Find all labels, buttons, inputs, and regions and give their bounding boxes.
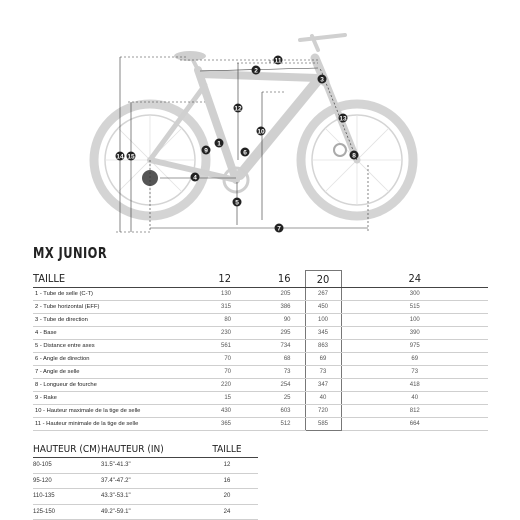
cell-value: 73 [305, 366, 341, 379]
cell-value: 80-105 [33, 458, 101, 474]
cell-value: 25 [235, 392, 305, 405]
cell-value: 95-120 [33, 473, 101, 489]
table-row [33, 314, 488, 327]
table-row [33, 379, 488, 392]
marker-9 [202, 146, 211, 155]
frame-size-header: TAILLE [196, 441, 258, 458]
cell-value: 347 [305, 379, 341, 392]
cell-value: 90 [235, 314, 305, 327]
table-row [33, 366, 488, 379]
cell-value: 68 [235, 353, 305, 366]
table-row [33, 301, 488, 314]
row-label: 4 - Base [33, 327, 157, 340]
cell-value: 315 [157, 301, 235, 314]
cell-value: 390 [341, 327, 488, 340]
marker-13 [339, 114, 348, 123]
cell-value: 267 [305, 288, 341, 301]
cell-value: 16 [196, 473, 258, 489]
cell-value: 561 [157, 340, 235, 353]
table-row [33, 327, 488, 340]
row-label: 9 - Rake [33, 392, 157, 405]
cell-value: 43.3"-53.1" [101, 489, 196, 505]
cell-value: 515 [341, 301, 488, 314]
cell-value: 69 [305, 353, 341, 366]
cell-value: 720 [305, 405, 341, 418]
row-label: 8 - Longueur de fourche [33, 379, 157, 392]
cell-value: 73 [341, 366, 488, 379]
cell-value: 80 [157, 314, 235, 327]
cell-value: 20 [196, 489, 258, 505]
cell-value: 40 [305, 392, 341, 405]
cell-value: 418 [341, 379, 488, 392]
size-20-header: 20 [305, 271, 341, 288]
cell-value: 12 [196, 458, 258, 474]
cell-value: 450 [305, 301, 341, 314]
marker-11 [274, 56, 283, 65]
cell-value: 110-135 [33, 489, 101, 505]
cell-value: 100 [341, 314, 488, 327]
height-cm-header: HAUTEUR (CM) [33, 441, 101, 458]
table-row [33, 405, 488, 418]
cell-value: 812 [341, 405, 488, 418]
svg-text:9: 9 [204, 147, 208, 155]
row-label: 5 - Distance entre axes [33, 340, 157, 353]
cell-value: 49.2"-59.1" [101, 504, 196, 520]
svg-text:15: 15 [127, 153, 135, 161]
svg-text:14: 14 [116, 153, 124, 161]
row-label: 1 - Tube de selle (C-T) [33, 288, 157, 301]
marker-14 [116, 152, 125, 161]
cell-value: 295 [235, 327, 305, 340]
cell-value: 205 [235, 288, 305, 301]
table-row [33, 392, 488, 405]
cell-value: 130 [157, 288, 235, 301]
cell-value: 73 [235, 366, 305, 379]
cell-value: 220 [157, 379, 235, 392]
marker-10 [257, 127, 266, 136]
cell-value: 734 [235, 340, 305, 353]
marker-4 [191, 173, 200, 182]
cell-value: 70 [157, 353, 235, 366]
rider-size-table [33, 441, 258, 520]
cell-value: 40 [341, 392, 488, 405]
height-in-header: HAUTEUR (IN) [101, 441, 196, 458]
marker-1 [215, 139, 224, 148]
marker-6 [241, 148, 250, 157]
cell-value: 37.4"-47.2" [101, 473, 196, 489]
table-row [33, 489, 258, 505]
table-row [33, 340, 488, 353]
cell-value: 70 [157, 366, 235, 379]
svg-text:10: 10 [257, 128, 265, 136]
marker-15 [127, 152, 136, 161]
marker-8 [350, 151, 359, 160]
svg-text:13: 13 [339, 115, 347, 123]
cell-value: 24 [196, 504, 258, 520]
svg-text:4: 4 [193, 174, 197, 182]
marker-12 [234, 104, 243, 113]
svg-text:2: 2 [254, 67, 258, 75]
marker-2 [252, 66, 261, 75]
svg-text:1: 1 [217, 140, 221, 148]
marker-3 [318, 75, 327, 84]
row-label: 10 - Hauteur maximale de la tige de selle [33, 405, 157, 418]
size-16-header: 16 [235, 271, 305, 288]
table-row [33, 353, 488, 366]
size-header-row [33, 441, 258, 458]
row-label: 3 - Tube de direction [33, 314, 157, 327]
cell-value: 585 [305, 418, 341, 431]
svg-text:7: 7 [277, 225, 281, 233]
table-row [33, 458, 258, 474]
cell-value: 863 [305, 340, 341, 353]
table-row [33, 418, 488, 431]
row-label: 2 - Tube horizontal (EFF) [33, 301, 157, 314]
cell-value: 345 [305, 327, 341, 340]
cell-value: 975 [341, 340, 488, 353]
table-row [33, 288, 488, 301]
svg-text:3: 3 [320, 76, 324, 84]
table-row [33, 473, 258, 489]
model-title: MX JUNIOR [33, 244, 108, 262]
bike-geometry-diagram [0, 0, 520, 240]
cell-value: 100 [305, 314, 341, 327]
svg-text:6: 6 [243, 149, 247, 157]
top-tube [200, 74, 318, 78]
cell-value: 254 [235, 379, 305, 392]
cell-value: 430 [157, 405, 235, 418]
table-row [33, 504, 258, 520]
cell-value: 15 [157, 392, 235, 405]
cell-value: 300 [341, 288, 488, 301]
cell-value: 386 [235, 301, 305, 314]
svg-text:11: 11 [274, 57, 282, 65]
cell-value: 664 [341, 418, 488, 431]
cell-value: 512 [235, 418, 305, 431]
row-label: 7 - Angle de selle [33, 366, 157, 379]
size-24-header: 24 [341, 271, 488, 288]
cell-value: 31.5"-41.3" [101, 458, 196, 474]
cell-value: 230 [157, 327, 235, 340]
geometry-header-row [33, 271, 488, 288]
svg-text:12: 12 [234, 105, 242, 113]
marker-5 [233, 198, 242, 207]
size-12-header: 12 [157, 271, 235, 288]
row-label: 6 - Angle de direction [33, 353, 157, 366]
marker-7 [275, 224, 284, 233]
svg-text:5: 5 [235, 199, 239, 207]
cell-value: 603 [235, 405, 305, 418]
cell-value: 69 [341, 353, 488, 366]
cell-value: 125-150 [33, 504, 101, 520]
handlebar [300, 35, 345, 40]
size-header: TAILLE [33, 271, 157, 288]
cell-value: 365 [157, 418, 235, 431]
geometry-table [33, 270, 488, 431]
row-label: 11 - Hauteur minimale de la tige de selle [33, 418, 157, 431]
svg-text:8: 8 [352, 152, 356, 160]
saddle [174, 51, 206, 61]
